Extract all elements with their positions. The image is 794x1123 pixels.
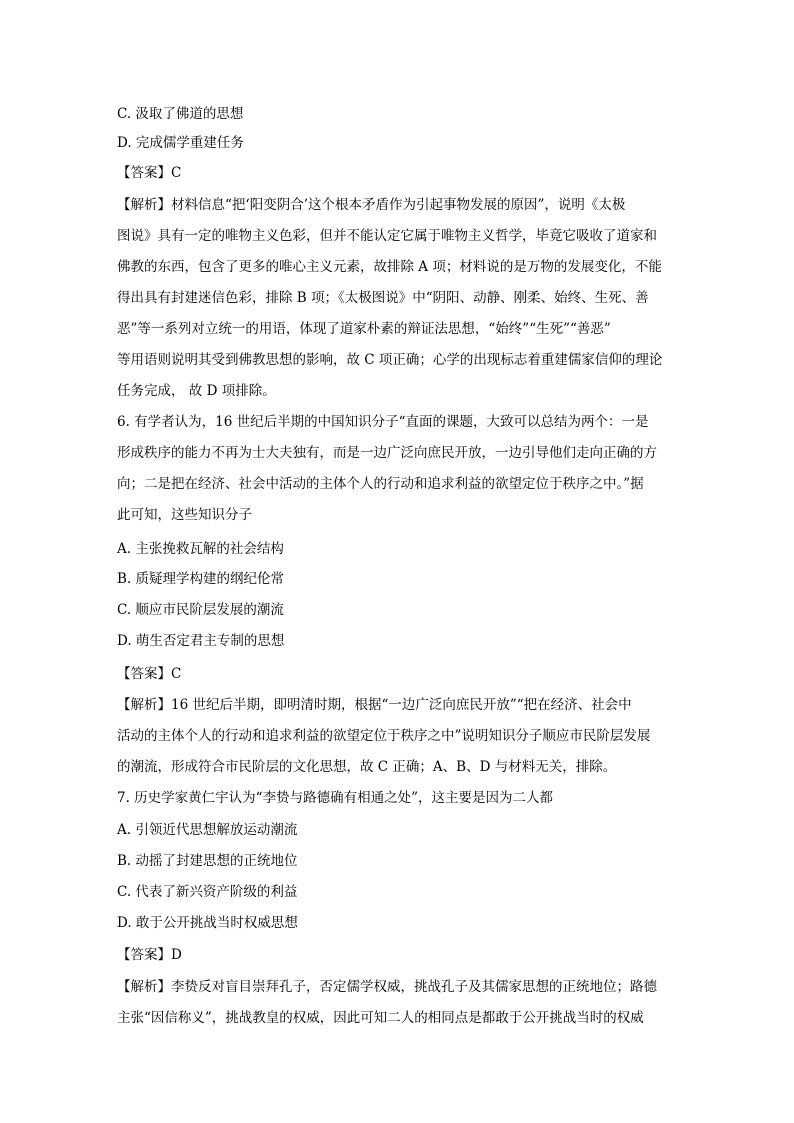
option-c-q7: C. 代表了新兴资产阶级的利益 [117, 884, 298, 900]
option-b-q7: B. 动摇了封建思想的正统地位 [117, 853, 298, 869]
question-6-line-1: 6. 有学者认为，16 世纪后半期的中国知识分子“直面的课题，大致可以总结为两个：一是 [117, 414, 649, 430]
option-d-q6: D. 萌生否定君主专制的思想 [117, 633, 285, 649]
question-6-line-2: 形成秩序的能力不再为士大夫独有，而是一边广泛向庶民开放，一边引导他们走向正确的方 [117, 445, 657, 461]
analysis-q5-line-5: 恶”等一系列对立统一的用语，体现了道家朴素的辩证法思想，“始终”“生死”“善恶” [117, 321, 611, 337]
analysis-q7-line-2: 主张“因信称义”，挑战教皇的权威，因此可知二人的相同点是都敢于公开挑战当时的权威 [117, 1010, 644, 1026]
analysis-q5-line-6: 等用语则说明其受到佛教思想的影响，故 C 项正确；心学的出现标志着重建儒家信仰的理论 [117, 352, 663, 368]
option-d-q7: D. 敢于公开挑战当时权威思想 [117, 915, 298, 931]
analysis-q5-line-2: 图说》具有一定的唯物主义色彩，但并不能认定它属于唯物主义哲学，毕竟它吸收了道家和 [117, 228, 657, 244]
question-6-line-4: 此可知，这些知识分子 [117, 507, 252, 523]
analysis-q5-line-4: 得出具有封建迷信色彩，排除 B 项；《太极图说》中“阴阳、动静、刚柔、始终、生死、善 [117, 290, 649, 306]
option-c-q6: C. 顺应市民阶层发展的潮流 [117, 602, 284, 618]
analysis-q6-line-1: 【解析】16 世纪后半期，即明清时期，根据“一边广泛向庶民开放”“把在经济、社会中 [117, 697, 632, 713]
option-d-q5: D. 完成儒学重建任务 [117, 135, 244, 151]
option-a-q7: A. 引领近代思想解放运动潮流 [117, 822, 298, 838]
analysis-q5-line-7: 任务完成， 故 D 项排除。 [117, 383, 276, 399]
answer-q5: 【答案】C [117, 165, 182, 181]
analysis-q5-line-1: 【解析】材料信息“把‘阳变阴合’这个根本矛盾作为引起事物发展的原因”，说明《太极 [117, 197, 626, 213]
answer-q7: 【答案】D [117, 947, 182, 963]
answer-q6: 【答案】C [117, 666, 182, 682]
option-a-q6: A. 主张挽救瓦解的社会结构 [117, 541, 284, 557]
analysis-q5-line-3: 佛教的东西，包含了更多的唯心主义元素，故排除 A 项；材料说的是万物的发展变化，不能 [117, 259, 662, 275]
option-b-q6: B. 质疑理学构建的纲纪伦常 [117, 571, 285, 587]
analysis-q6-line-3: 的潮流，形成符合市民阶层的文化思想，故 C 正确；A、B、D 与材料无关，排除。 [117, 759, 617, 775]
analysis-q6-line-2: 活动的主体个人的行动和追求利益的欲望定位于秩序之中”说明知识分子顺应市民阶层发展 [117, 728, 651, 744]
option-c-q5: C. 汲取了佛道的思想 [117, 106, 244, 122]
question-6-line-3: 向；二是把在经济、社会中活动的主体个人的行动和追求利益的欲望定位于秩序之中。”据 [117, 476, 644, 492]
question-7-line-1: 7. 历史学家黄仁宇认为“李贽与路德确有相通之处”，这主要是因为二人都 [117, 790, 553, 806]
analysis-q7-line-1: 【解析】李贽反对盲目崇拜孔子，否定儒学权威，挑战孔子及其儒家思想的正统地位；路德 [117, 979, 657, 995]
